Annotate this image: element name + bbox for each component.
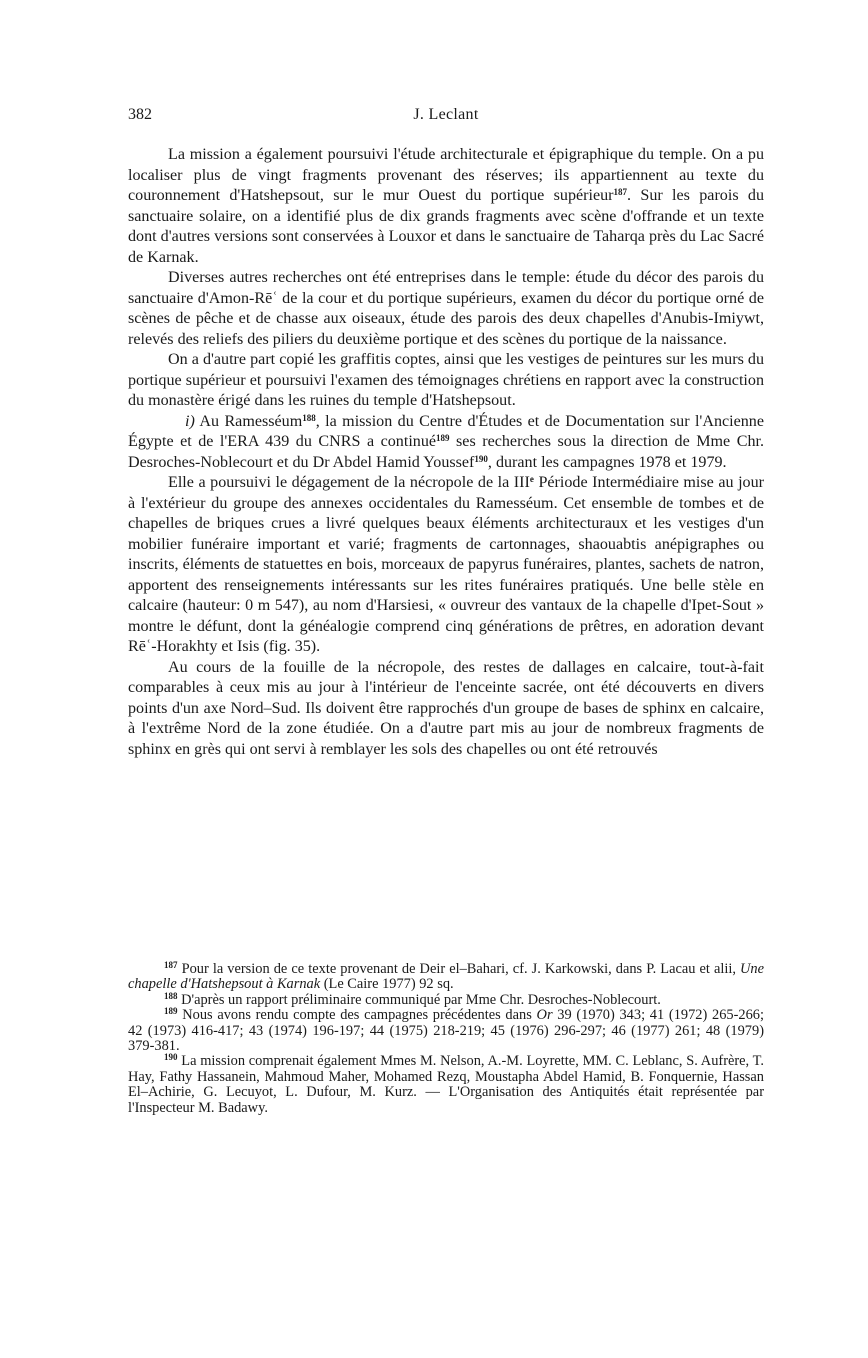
page-number: 382 bbox=[128, 106, 152, 123]
footnote-ref-189: 189 bbox=[436, 433, 450, 443]
book-title: Une chapelle d'Hatshepsout à Karnak bbox=[128, 961, 764, 993]
footnote-190: $^{190}$ La mission comprenait également Mmes M. Nelson, A.-M. Loyrette, MM. C. Leblanc, S. Aufrère, T. Hay, Fathy Hassanein, Mahmoud Maher, Mohamed Rezq, Moustapha Abdel Hamid, B. Fonquernie, Hassan El–Achirie, G. Lecuyot, L. Dufour, M. Kurz. — L'Organisation des Antiquités était représentée par l'Inspecteur M. Badawy. bbox=[128, 1052, 764, 1116]
page-header bbox=[128, 106, 764, 132]
footnote-187: $^{187}$ Pour la version de ce texte provenant de Deir el–Bahari, cf. J. Karkowski, dans P. Lacau et alii, Une chapelle d'Hatshepsout à Karnak (Le Caire 1977) 92 sq. bbox=[128, 960, 764, 993]
paragraph-temple-epigraphy: La mission a également poursuivi l'étude architecturale et épigraphique du temple. On a pu localiser plus de vingt fragments provenant des réserves; ils appartiennent au texte du couronnement d'Hatshepsout, sur le mur Ouest du portique supérieur$^{187}$. Sur les parois du sanctuaire solaire, on a identifié plus de dix grands fragments avec scène d'offrande et un texte dont d'autres versions sont conservées à Louxor et dans le sanctuaire de Taharqa près du Lac Sacré de Karnak. bbox=[128, 146, 764, 266]
running-head: J. Leclant bbox=[413, 106, 479, 123]
body-text bbox=[128, 145, 764, 760]
paragraph-other-research: Diverses autres recherches ont été entreprises dans le temple: étude du décor des parois du sanctuaire d'Amon-Rēʿ de la cour et du portique supérieurs, examen du décor du portique orné de scènes de pêche et de chasse aux oiseaux, étude des parois des deux chapelles d'Anubis-Imiywt, relevés des reliefs des piliers du deuxième portique et des scènes du portique de la naissance. bbox=[128, 269, 764, 348]
paragraph-excavation: Au cours de la fouille de la nécropole, des restes de dallages en calcaire, tout-à-fait comparables à ceux mis au jour à l'intérieur de l'enceinte sacrée, ont été découverts en divers points d'un axe Nord–Sud. Ils doivent être rapprochés d'un groupe de bases de sphinx en calcaire, à l'extrême Nord de la zone étudiée. On a d'autre part mis au jour de nombreux fragments de sphinx en grès qui ont servi à remblayer les sols des chapelles ou ont été retrouvés bbox=[128, 658, 764, 758]
paragraph-ramesseum: i) Au Ramesséum$^{188}$, la mission du Centre d'Études et de Documentation sur l'Ancienne Égypte et de l'ERA 439 du CNRS a continué$^{189}$ ses recherches sous la direction de Mme Chr. Desroches-Noblecourt et du Dr Abdel Hamid Youssef$^{190}$, durant les campagnes 1978 et 1979. bbox=[128, 412, 764, 471]
footnote-ref-190: 190 bbox=[474, 453, 488, 464]
journal-title: Or bbox=[536, 1007, 553, 1024]
footnote-189: $^{189}$ Nous avons rendu compte des campagnes précédentes dans Or 39 (1970) 343; 41 (1972) 265-266; 42 (1973) 416-417; 43 (1974) 196-197; 44 (1975) 218-219; 45 (1976) 296-297; 46 (1977) 261; 48 (1979) 379-381. bbox=[128, 1006, 764, 1055]
section-marker: i) bbox=[185, 412, 195, 430]
footnotes bbox=[128, 962, 764, 1116]
paragraph-necropolis: Elle a poursuivi le dégagement de la nécropole de la IIIe Période Intermédiaire mise au jour à l'extérieur du groupe des annexes occidentales du Ramesséum. Cet ensemble de tombes et de chapelles de briques crues a livré quelques beaux éléments architecturaux et les vestiges d'un mobilier funéraire important et varié; fragments de cartonnages, shaouabtis anépigraphes ou inscrits, éléments de statuettes en bois, morceaux de papyrus funéraires, plantes, sachets de natron, apportent des renseignements intéressants sur les rites funéraires pratiqués. Une belle stèle en calcaire (hauteur: 0 m 547), au nom d'Harsiesi, « ouvreur des vantaux de la chapelle d'Ipet-Sout » montre le défunt, dont la généalogie comprend cinq générations de prêtres, en adoration devant Rēʿ-Horakhty et Isis (fig. 35). bbox=[128, 474, 765, 655]
footnote-188: $^{188}$ D'après un rapport préliminaire communiqué par Mme Chr. Desroches-Noblecourt. bbox=[164, 990, 661, 1008]
footnote-ref-187: 187 bbox=[613, 187, 628, 197]
paragraph-coptic-graffiti: On a d'autre part copié les graffitis coptes, ainsi que les vestiges de peintures sur les murs du portique supérieur et poursuivi l'examen des témoignages chrétiens en rapport avec la construction du monastère érigé dans les ruines du temple d'Hatshepsout. bbox=[128, 351, 764, 409]
footnote-ref-188: 188 bbox=[302, 412, 316, 423]
